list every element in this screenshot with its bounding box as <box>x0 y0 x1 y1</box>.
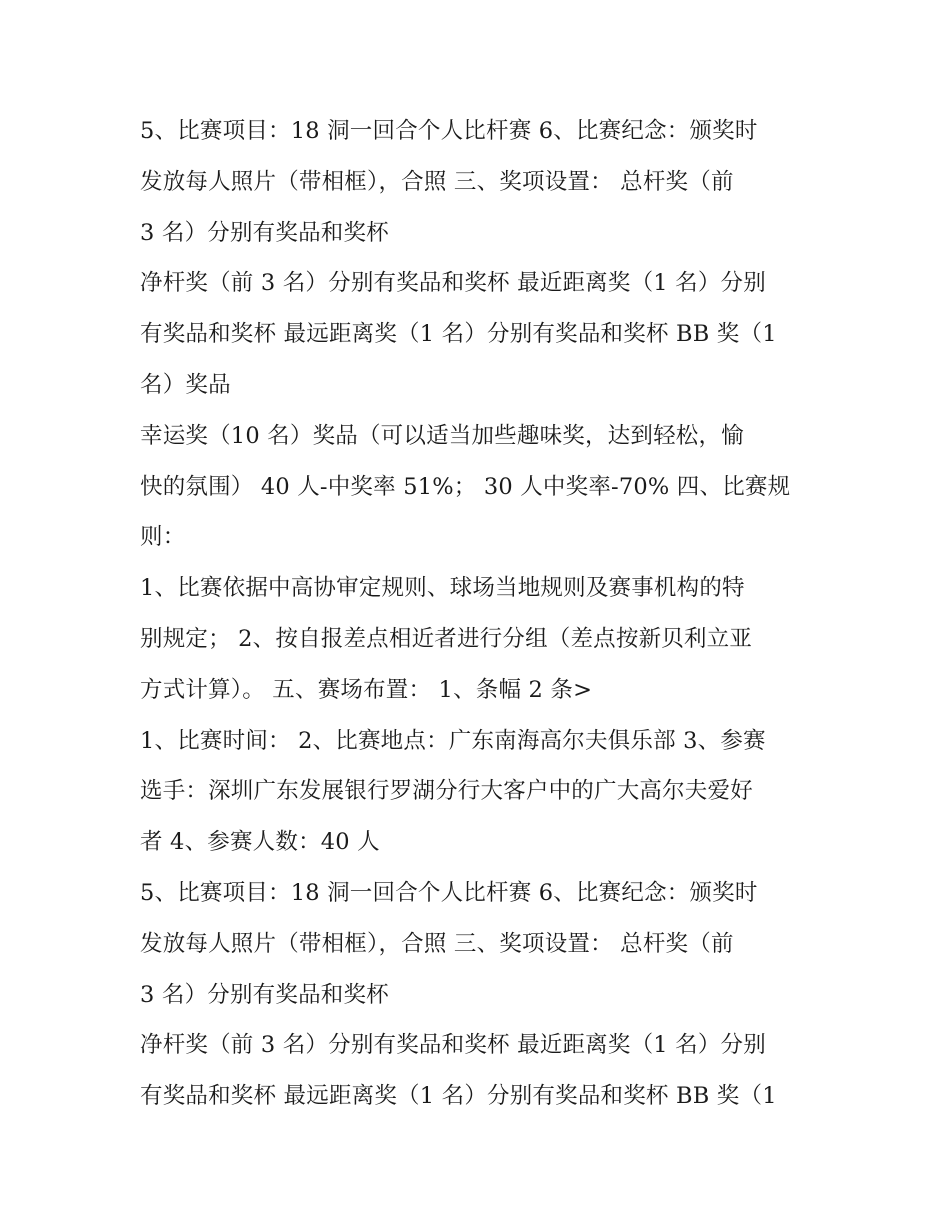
text-line: 净杆奖（前 3 名）分别有奖品和奖杯 最近距离奖（1 名）分别 <box>140 1032 766 1059</box>
text-line: 3 名）分别有奖品和奖杯 <box>140 981 389 1008</box>
text-line: 1、比赛时间： 2、比赛地点：广东南海高尔夫俱乐部 3、参赛 <box>140 727 766 754</box>
text-line: 发放每人照片（带相框），合照 三、奖项设置： 总杆奖（前 <box>140 168 734 195</box>
text-line: 快的氛围） 40 人-中奖率 51%； 30 人中奖率-70% 四、比赛规 <box>140 473 791 500</box>
text-line: 5、比赛项目：18 洞一回合个人比杆赛 6、比赛纪念：颁奖时 <box>140 879 758 906</box>
text-line: 有奖品和奖杯 最远距离奖（1 名）分别有奖品和奖杯 BB 奖（1 <box>140 321 777 348</box>
text-line: 名）奖品 <box>140 371 231 398</box>
text-line: 发放每人照片（带相框），合照 三、奖项设置： 总杆奖（前 <box>140 930 734 957</box>
text-line: 则： <box>140 524 186 551</box>
document-body <box>140 106 820 1122</box>
text-line: 别规定； 2、按自报差点相近者进行分组（差点按新贝利立亚 <box>140 625 753 652</box>
text-line: 5、比赛项目：18 洞一回合个人比杆赛 6、比赛纪念：颁奖时 <box>140 118 758 144</box>
text-line: 3 名）分别有奖品和奖杯 <box>140 219 389 246</box>
text-line: 方式计算）。 五、赛场布置： 1、条幅 2 条> <box>140 676 593 703</box>
text-line: 净杆奖（前 3 名）分别有奖品和奖杯 最近距离奖（1 名）分别 <box>140 270 766 297</box>
text-line: 者 4、参赛人数：40 人 <box>140 829 380 856</box>
text-line: 有奖品和奖杯 最远距离奖（1 名）分别有奖品和奖杯 BB 奖（1 <box>140 1083 777 1110</box>
text-line: 选手：深圳广东发展银行罗湖分行大客户中的广大高尔夫爱好 <box>140 778 753 805</box>
text-line: 1、比赛依据中高协审定规则、球场当地规则及赛事机构的特 <box>140 575 745 602</box>
text-line: 幸运奖（10 名）奖品（可以适当加些趣味奖，达到轻松，愉 <box>140 422 744 449</box>
